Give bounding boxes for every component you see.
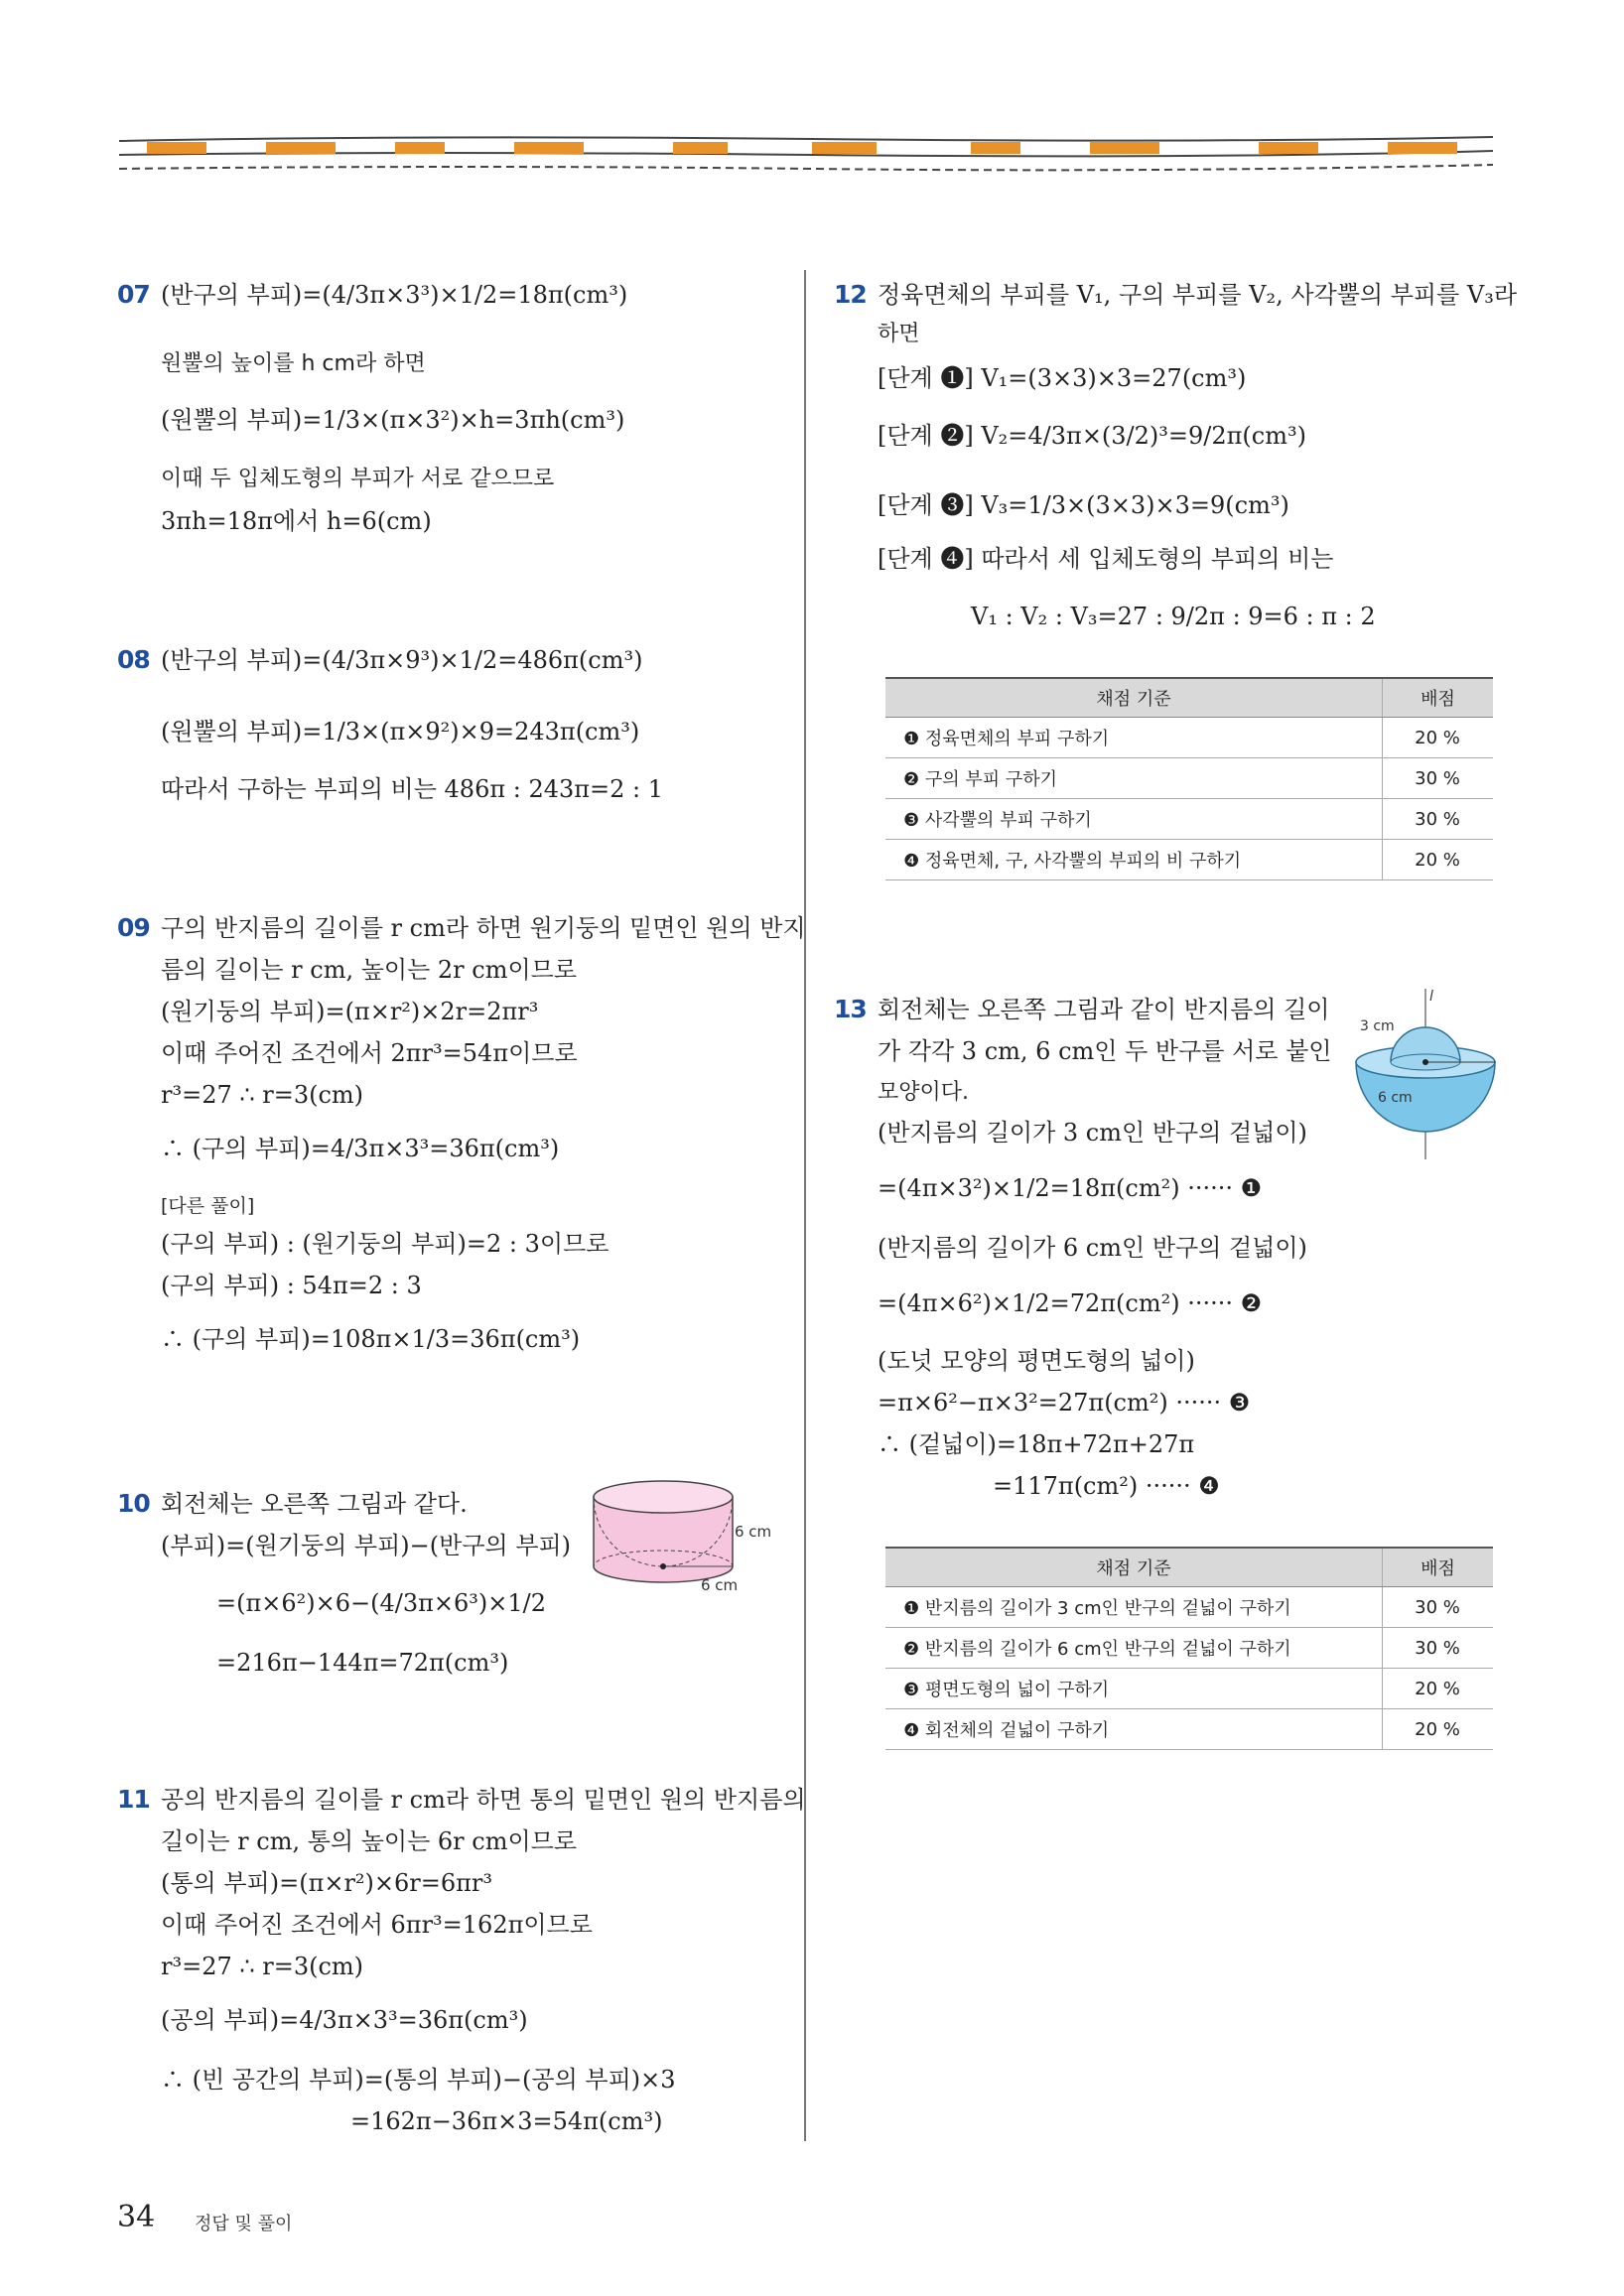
scoring-table bbox=[885, 677, 1493, 880]
problem-number: 11 bbox=[117, 1785, 150, 1814]
table-header: 채점 기준 bbox=[885, 678, 1383, 718]
scoring-table bbox=[885, 1547, 1493, 1750]
solution-line: 원뿔의 높이를 h cm라 하면 bbox=[161, 351, 426, 376]
column-divider bbox=[804, 270, 806, 2141]
solution-line: =117π(cm²) ······ ❹ bbox=[993, 1472, 1220, 1500]
solution-line: (반구의 부피)=(4/3π×3³)×1/2=18π(cm³) bbox=[161, 281, 628, 309]
solution-line: [단계 ❶] V₁=(3×3)×3=27(cm³) bbox=[878, 364, 1247, 392]
solution-line: (통의 부피)=(π×r²)×6r=6πr³ bbox=[161, 1869, 493, 1897]
solution-line: =216π−144π=72π(cm³) bbox=[216, 1649, 509, 1677]
solution-line: =162π−36π×3=54π(cm³) bbox=[350, 2107, 663, 2135]
table-cell: ❸ 사각뿔의 부피 구하기 bbox=[885, 799, 1383, 840]
table-row bbox=[885, 1709, 1493, 1750]
table-cell: ❹ 회전체의 겉넓이 구하기 bbox=[885, 1709, 1383, 1750]
solution-line: (원뿔의 부피)=1/3×(π×9²)×9=243π(cm³) bbox=[161, 718, 640, 745]
solution-line: =π×6²−π×3²=27π(cm²) ······ ❸ bbox=[878, 1389, 1251, 1417]
solution-line: 공의 반지름의 길이를 r cm라 하면 통의 밑면인 원의 반지름의 bbox=[161, 1786, 806, 1814]
solution-line: 정육면체의 부피를 V₁, 구의 부피를 V₂, 사각뿔의 부피를 V₃라 bbox=[878, 281, 1518, 309]
solution-line: 회전체는 오른쪽 그림과 같이 반지름의 길이 bbox=[878, 996, 1330, 1023]
solution-line: V₁ : V₂ : V₃=27 : 9/2π : 9=6 : π : 2 bbox=[971, 603, 1376, 630]
solution-line: ∴ (겉넓이)=18π+72π+27π bbox=[878, 1430, 1195, 1458]
solution-line: (반지름의 길이가 6 cm인 반구의 겉넓이) bbox=[878, 1234, 1307, 1262]
solution-line: ∴ (빈 공간의 부피)=(통의 부피)−(공의 부피)×3 bbox=[161, 2066, 676, 2093]
table-cell: ❸ 평면도형의 넓이 구하기 bbox=[885, 1669, 1383, 1709]
solution-line: =(4π×3²)×1/2=18π(cm²) ······ ❶ bbox=[878, 1174, 1263, 1202]
cylinder-hemisphere-figure bbox=[584, 1477, 772, 1596]
double-hemisphere-figure bbox=[1342, 979, 1499, 1167]
solution-line: (구의 부피) : (원기둥의 부피)=2 : 3이므로 bbox=[161, 1230, 609, 1258]
table-row bbox=[885, 1587, 1493, 1628]
problem-number: 12 bbox=[834, 280, 867, 309]
header-decoration bbox=[117, 131, 1495, 175]
solution-line: (구의 부피) : 54π=2 : 3 bbox=[161, 1272, 422, 1299]
solution-line: (원뿔의 부피)=1/3×(π×3²)×h=3πh(cm³) bbox=[161, 406, 625, 434]
table-cell: 30 % bbox=[1383, 799, 1494, 840]
solution-line: r³=27 ∴ r=3(cm) bbox=[161, 1081, 364, 1109]
solution-line: 길이는 r cm, 통의 높이는 6r cm이므로 bbox=[161, 1827, 578, 1855]
solution-line: ∴ (구의 부피)=108π×1/3=36π(cm³) bbox=[161, 1325, 581, 1353]
solution-line: =(4π×6²)×1/2=72π(cm²) ······ ❷ bbox=[878, 1289, 1263, 1317]
solution-line: [단계 ❹] 따라서 세 입체도형의 부피의 비는 bbox=[878, 545, 1334, 573]
table-row bbox=[885, 758, 1493, 799]
solution-line: 3πh=18π에서 h=6(cm) bbox=[161, 507, 432, 535]
solution-line: 모양이다. bbox=[878, 1080, 970, 1105]
axis-label: l bbox=[1429, 989, 1433, 1005]
table-cell: 30 % bbox=[1383, 1628, 1494, 1669]
problem-number: 10 bbox=[117, 1489, 150, 1518]
problem-number: 09 bbox=[117, 913, 150, 942]
solution-line: (도넛 모양의 평면도형의 넓이) bbox=[878, 1347, 1195, 1375]
table-cell: ❷ 구의 부피 구하기 bbox=[885, 758, 1383, 799]
large-radius-label: 6 cm bbox=[1378, 1090, 1413, 1106]
height-label: 6 cm bbox=[735, 1523, 772, 1541]
solution-line: 따라서 구하는 부피의 비는 486π : 243π=2 : 1 bbox=[161, 775, 664, 803]
solution-line: 이때 두 입체도형의 부피가 서로 같으므로 bbox=[161, 467, 555, 491]
alt-solution-label: [다른 풀이] bbox=[161, 1195, 255, 1217]
solution-line: (반지름의 길이가 3 cm인 반구의 겉넓이) bbox=[878, 1119, 1307, 1147]
solution-line: 이때 주어진 조건에서 2πr³=54π이므로 bbox=[161, 1039, 578, 1067]
solution-line: (부피)=(원기둥의 부피)−(반구의 부피) bbox=[161, 1532, 572, 1559]
solution-line: (반구의 부피)=(4/3π×9³)×1/2=486π(cm³) bbox=[161, 646, 643, 674]
solution-line: [단계 ❸] V₃=1/3×(3×3)×3=9(cm³) bbox=[878, 491, 1289, 519]
solution-line: 름의 길이는 r cm, 높이는 2r cm이므로 bbox=[161, 956, 578, 984]
radius-label: 6 cm bbox=[701, 1576, 739, 1594]
solution-line: (공의 부피)=4/3π×3³=36π(cm³) bbox=[161, 2006, 528, 2034]
solution-line: 회전체는 오른쪽 그림과 같다. bbox=[161, 1490, 468, 1518]
table-cell: 30 % bbox=[1383, 1587, 1494, 1628]
table-cell: 30 % bbox=[1383, 758, 1494, 799]
solution-line: 이때 주어진 조건에서 6πr³=162π이므로 bbox=[161, 1911, 593, 1939]
table-header: 배점 bbox=[1383, 1548, 1494, 1587]
problem-number: 13 bbox=[834, 995, 867, 1023]
solution-line: 가 각각 3 cm, 6 cm인 두 반구를 서로 붙인 bbox=[878, 1037, 1332, 1065]
solution-line: 하면 bbox=[878, 322, 920, 346]
problem-number: 07 bbox=[117, 280, 150, 309]
table-row bbox=[885, 718, 1493, 758]
table-cell: ❶ 정육면체의 부피 구하기 bbox=[885, 718, 1383, 758]
table-cell: 20 % bbox=[1383, 840, 1494, 880]
solution-line: ∴ (구의 부피)=4/3π×3³=36π(cm³) bbox=[161, 1135, 560, 1162]
table-row bbox=[885, 840, 1493, 880]
solution-line: [단계 ❷] V₂=4/3π×(3/2)³=9/2π(cm³) bbox=[878, 422, 1306, 450]
table-cell: 20 % bbox=[1383, 718, 1494, 758]
table-header: 배점 bbox=[1383, 678, 1494, 718]
small-radius-label: 3 cm bbox=[1360, 1018, 1395, 1034]
solution-line: r³=27 ∴ r=3(cm) bbox=[161, 1953, 364, 1980]
solution-line: 구의 반지름의 길이를 r cm라 하면 원기둥의 밑면인 원의 반지 bbox=[161, 914, 806, 942]
table-cell: ❶ 반지름의 길이가 3 cm인 반구의 겉넓이 구하기 bbox=[885, 1587, 1383, 1628]
table-cell: 20 % bbox=[1383, 1669, 1494, 1709]
solution-line: (원기둥의 부피)=(π×r²)×2r=2πr³ bbox=[161, 998, 539, 1025]
problem-number: 08 bbox=[117, 645, 150, 674]
page-number: 34 bbox=[117, 2200, 156, 2234]
table-cell: ❷ 반지름의 길이가 6 cm인 반구의 겉넓이 구하기 bbox=[885, 1628, 1383, 1669]
table-row bbox=[885, 799, 1493, 840]
table-cell: 20 % bbox=[1383, 1709, 1494, 1750]
table-header: 채점 기준 bbox=[885, 1548, 1383, 1587]
table-row bbox=[885, 1669, 1493, 1709]
footer-label: 정답 및 풀이 bbox=[195, 2214, 293, 2234]
solution-line: =(π×6²)×6−(4/3π×6³)×1/2 bbox=[216, 1589, 546, 1617]
table-cell: ❹ 정육면체, 구, 사각뿔의 부피의 비 구하기 bbox=[885, 840, 1383, 880]
table-row bbox=[885, 1628, 1493, 1669]
